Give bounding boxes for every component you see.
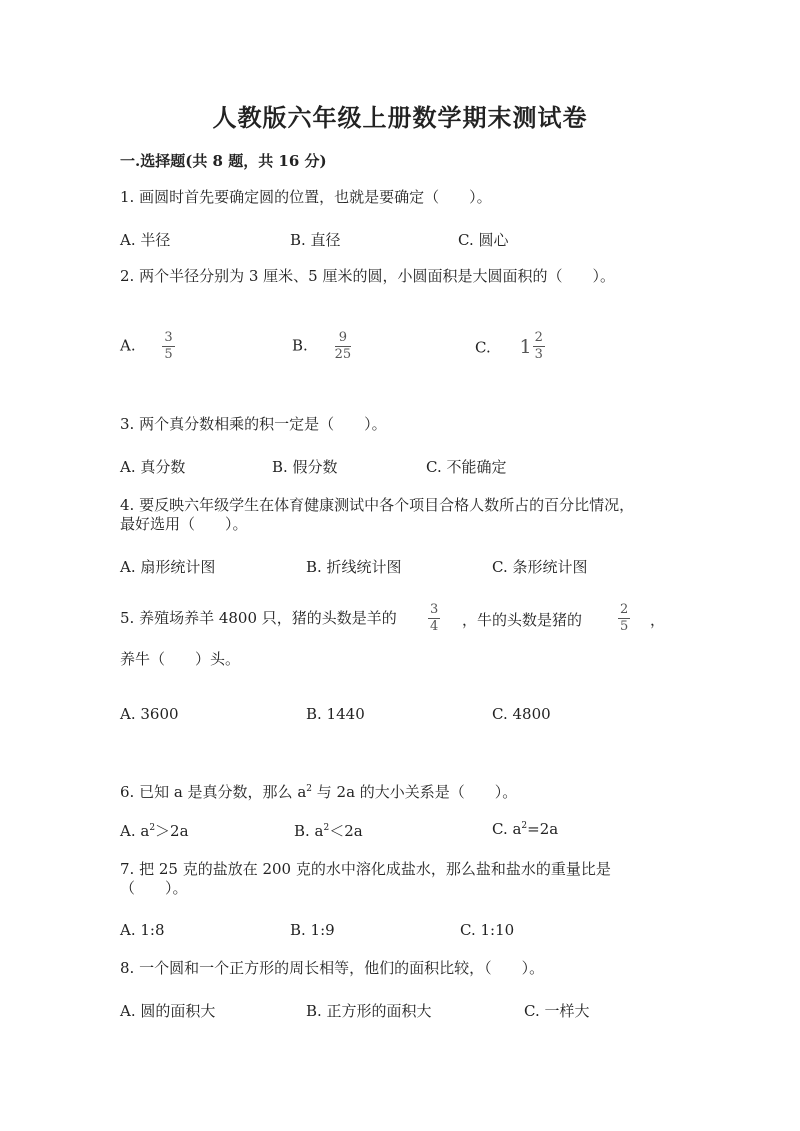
question-7-option-a: A. 1:8	[120, 921, 165, 939]
question-1-option-b: B. 直径	[290, 231, 341, 249]
fraction-2-3	[533, 331, 545, 362]
option-text: B. a	[294, 822, 324, 840]
option-text: C. a	[492, 820, 522, 838]
fraction-2-5	[618, 603, 630, 634]
option-label: B.	[292, 336, 308, 355]
question-8-option-a: A. 圆的面积大	[120, 1002, 216, 1020]
question-5-stem-part-1: 5. 养殖场养羊 4800 只，猪的头数是羊的	[120, 609, 397, 627]
question-2-stem: 2. 两个半径分别为 3 厘米、5 厘米的圆，小圆面积是大圆面积的（ ）。	[120, 267, 615, 285]
question-3-stem: 3. 两个真分数相乘的积一定是（ ）。	[120, 415, 387, 433]
question-6-option-c	[492, 820, 558, 838]
numerator: 9	[338, 330, 347, 345]
numerator: 3	[164, 330, 173, 345]
mixed-number-1-2-3	[520, 331, 545, 362]
question-5-stem-part-3: ，	[650, 611, 666, 629]
superscript: 2	[306, 784, 313, 794]
fraction-9-25	[335, 331, 352, 362]
option-label: C.	[475, 338, 491, 357]
question-7-stem-line-1: 7. 把 25 克的盐放在 200 克的水中溶化成盐水，那么盐和盐水的重量比是	[120, 860, 611, 878]
question-2-option-b	[292, 331, 351, 362]
question-4-option-a: A. 扇形统计图	[120, 558, 216, 576]
question-6-stem-a: 6. 已知 a 是真分数，那么 a	[120, 783, 307, 801]
superscript: 2	[521, 821, 528, 831]
fraction-3-5	[162, 331, 174, 362]
question-2-option-c	[475, 331, 545, 362]
question-7-option-b: B. 1:9	[290, 921, 335, 939]
question-8-stem: 8. 一个圆和一个正方形的周长相等，他们的面积比较，（ ）。	[120, 959, 545, 977]
numerator: 2	[534, 330, 543, 345]
denominator: 5	[164, 347, 173, 362]
denominator: 4	[430, 619, 439, 634]
denominator: 3	[534, 347, 543, 362]
question-4-option-c: C. 条形统计图	[492, 558, 588, 576]
whole-part: 1	[519, 335, 532, 358]
question-3-option-c: C. 不能确定	[426, 458, 507, 476]
option-text: A. a	[120, 822, 150, 840]
option-label: A.	[120, 336, 136, 355]
denominator: 5	[620, 619, 629, 634]
option-text: ＜2a	[329, 822, 363, 840]
question-6-stem-b: 与 2a 的大小关系是（ ）。	[312, 783, 518, 801]
question-2-option-a	[120, 331, 175, 362]
question-4-stem-line-1: 4. 要反映六年级学生在体育健康测试中各个项目合格人数所占的百分比情况，	[120, 496, 635, 514]
section-heading: 一.选择题(共 8 题，共 16 分)	[120, 152, 327, 170]
question-6-option-a	[120, 820, 189, 841]
question-1-stem: 1. 画圆时首先要确定圆的位置，也就是要确定（ ）。	[120, 188, 492, 206]
question-4-stem-line-2: 最好选用（ ）。	[120, 515, 248, 533]
question-6-option-b	[294, 820, 363, 841]
question-5-option-a: A. 3600	[120, 705, 179, 723]
denominator: 25	[334, 347, 352, 362]
numerator: 2	[620, 602, 629, 617]
question-4-stem	[120, 496, 690, 534]
question-7-stem	[120, 860, 690, 898]
question-1-option-a: A. 半径	[120, 231, 171, 249]
question-4-option-b: B. 折线统计图	[306, 558, 402, 576]
question-3-option-a: A. 真分数	[120, 458, 186, 476]
option-text: =2a	[527, 820, 559, 838]
numerator: 3	[430, 602, 439, 617]
question-3-option-b: B. 假分数	[272, 458, 338, 476]
option-text: ＞2a	[155, 822, 189, 840]
page-title: 人教版六年级上册数学期末测试卷	[212, 103, 588, 132]
question-5-option-c: C. 4800	[492, 705, 551, 723]
question-7-option-c: C. 1:10	[460, 921, 515, 939]
question-8-option-b: B. 正方形的面积大	[306, 1002, 432, 1020]
question-6-stem	[120, 780, 680, 802]
question-5-stem-part-2: ，牛的头数是猪的	[462, 611, 583, 629]
question-7-stem-line-2: （ ）。	[120, 879, 188, 897]
question-1-option-c: C. 圆心	[458, 231, 509, 249]
superscript: 2	[323, 823, 330, 833]
question-8-option-c: C. 一样大	[524, 1002, 590, 1020]
question-5-stem-line-2: 养牛（ ）头。	[120, 650, 241, 668]
superscript: 2	[149, 823, 156, 833]
fraction-3-4	[428, 603, 440, 634]
question-5-option-b: B. 1440	[306, 705, 365, 723]
